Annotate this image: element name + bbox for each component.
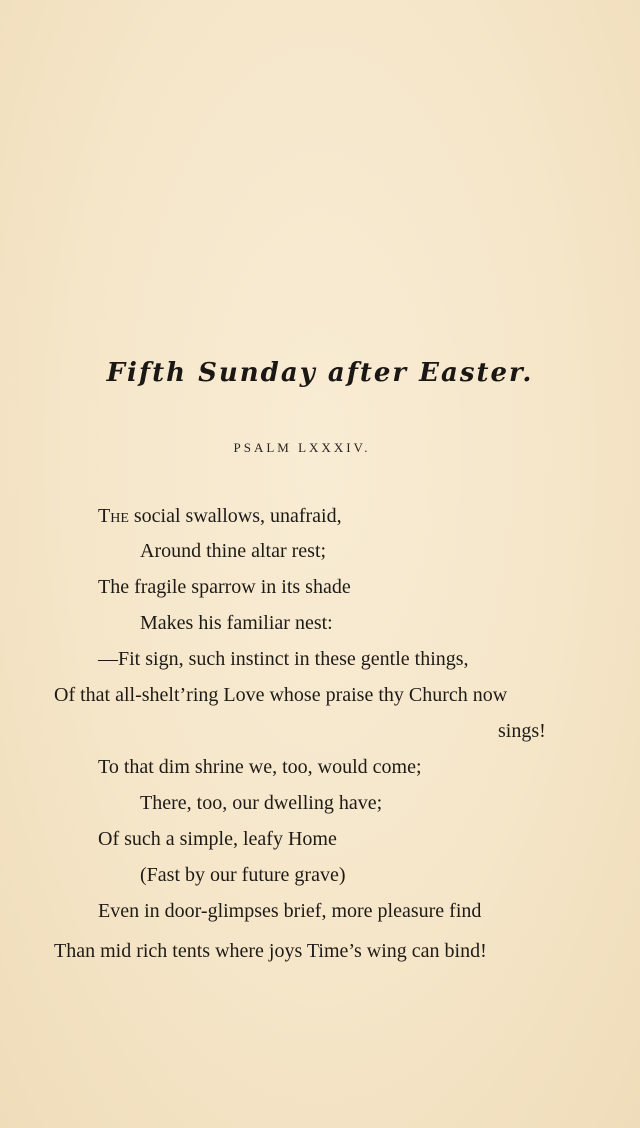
poem-line: (Fast by our future grave) [140,864,346,886]
poem-line: Than mid rich tents where joys Time’s wing can bind! [54,940,487,962]
poem-line [98,505,342,528]
poem-line: sings! [498,720,546,742]
page-title: Fifth Sunday after Easter. [106,358,534,388]
poem-line: To that dim shrine we, too, would come; [98,756,422,778]
poem-line: Of that all-shelt’ring Love whose praise thy Church now [54,684,508,706]
poem-first-word: The [98,505,129,527]
psalm-reference: PSALM LXXXIV. [233,440,371,455]
poem-line: There, too, our dwelling have; [140,792,383,814]
poem-line: Makes his familiar nest: [140,612,333,634]
poem-line: Of such a simple, leafy Home [98,828,337,850]
poem-line: Around thine altar rest; [140,540,327,562]
poem-line: Even in door-glimpses brief, more pleasure find [98,900,482,922]
poem-line-text: social swallows, unafraid, [128,505,342,527]
poem-line: —Fit sign, such instinct in these gentle things, [98,648,469,670]
poem-line: The fragile sparrow in its shade [98,576,351,598]
